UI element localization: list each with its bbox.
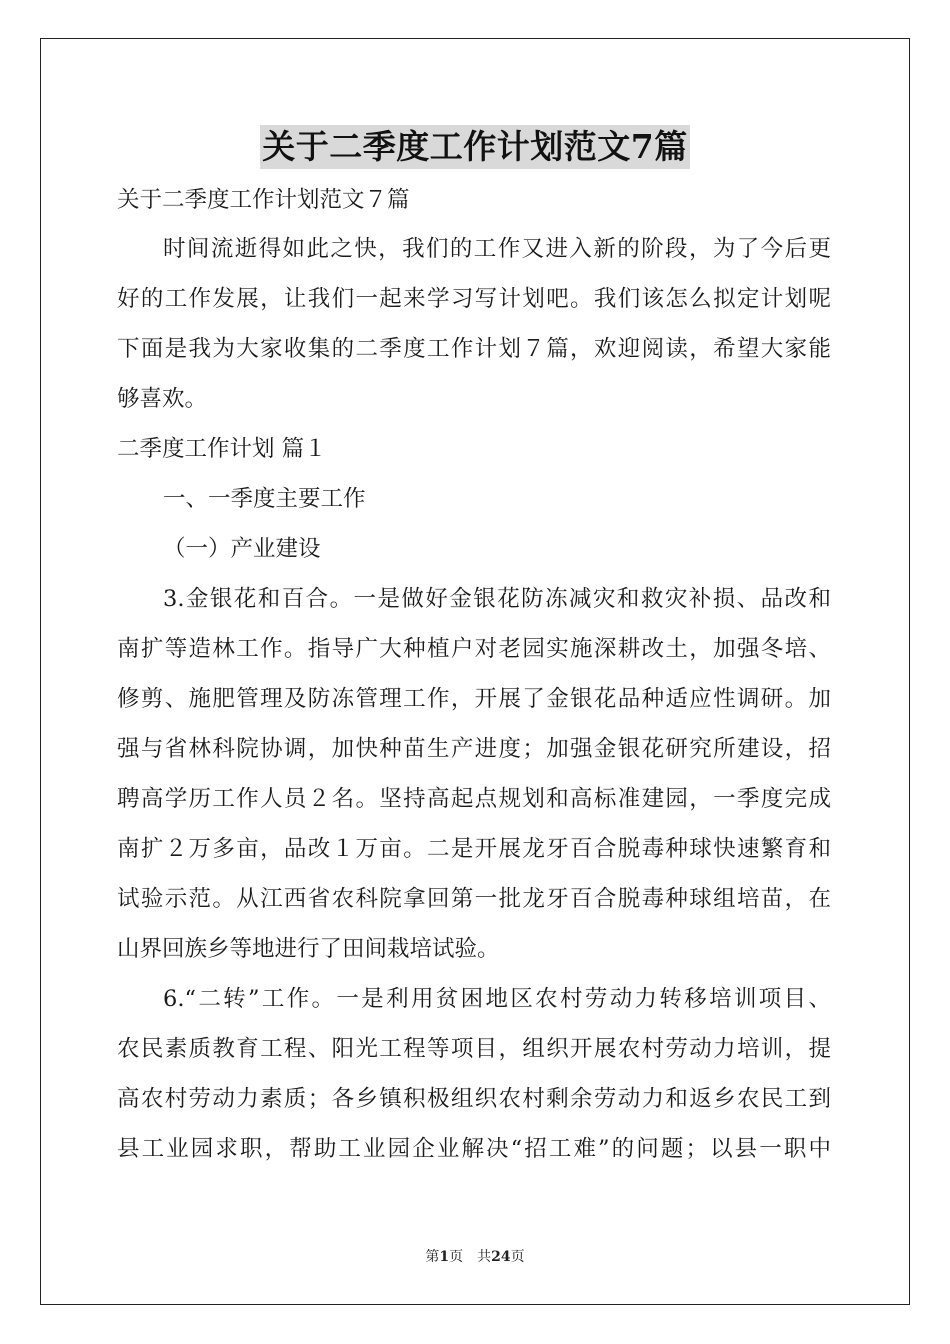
document-subtitle: 关于二季度工作计划范文７篇	[117, 187, 410, 213]
page-footer	[0, 1246, 950, 1266]
heading-1: 一、一季度主要工作	[163, 486, 366, 512]
intro-line: 够喜欢。	[117, 386, 208, 412]
document-title: 关于二季度工作计划范文7篇	[260, 125, 689, 169]
footer-suffix: 页	[510, 1249, 525, 1265]
paragraph-line: 6.“二转”工作。一是利用贫困地区农村劳动力转移培训项目、	[163, 986, 831, 1012]
intro-line: 下面是我为大家收集的二季度工作计划７篇，欢迎阅读，希望大家能	[117, 336, 831, 362]
paragraph-line: 高农村劳动力素质；各乡镇积极组织农村剩余劳动力和返乡农民工到	[117, 1086, 831, 1112]
paragraph-line: 修剪、施肥管理及防冻管理工作，开展了金银花品种适应性调研。加	[117, 686, 831, 712]
footer-prefix: 第	[425, 1249, 440, 1265]
intro-line: 时间流逝得如此之快，我们的工作又进入新的阶段，为了今后更	[163, 236, 831, 262]
paragraph-line: 聘高学历工作人员２名。坚持高起点规划和高标准建园，一季度完成	[117, 786, 831, 812]
paragraph-line: 强与省林科院协调，加快种苗生产进度；加强金银花研究所建设，招	[117, 736, 831, 762]
paragraph-line: 3.金银花和百合。一是做好金银花防冻减灾和救灾补损、品改和	[163, 586, 831, 612]
page-border	[40, 38, 910, 1305]
paragraph-line: 山界回族乡等地进行了田间栽培试验。	[117, 936, 500, 962]
paragraph-line: 试验示范。从江西省农科院拿回第一批龙牙百合脱毒种球组培苗，在	[117, 886, 831, 912]
paragraph-line: 农民素质教育工程、阳光工程等项目，组织开展农村劳动力培训，提	[117, 1036, 831, 1062]
paragraph-line: 县工业园求职，帮助工业园企业解决“招工难”的问题；以县一职中	[117, 1136, 831, 1162]
section-heading: 二季度工作计划 篇１	[117, 436, 327, 462]
paragraph-line: 南扩２万多亩，品改１万亩。二是开展龙牙百合脱毒种球快速繁育和	[117, 836, 831, 862]
heading-2: （一）产业建设	[163, 536, 321, 562]
title-wrap	[0, 125, 950, 169]
intro-line: 好的工作发展，让我们一起来学习写计划吧。我们该怎么拟定计划呢	[117, 286, 831, 312]
total-pages: 24	[491, 1249, 511, 1265]
paragraph-line: 南扩等造林工作。指导广大种植户对老园实施深耕改土，加强冬培、	[117, 636, 831, 662]
footer-mid: 页 共	[449, 1249, 492, 1265]
page-number: 1	[439, 1249, 450, 1265]
